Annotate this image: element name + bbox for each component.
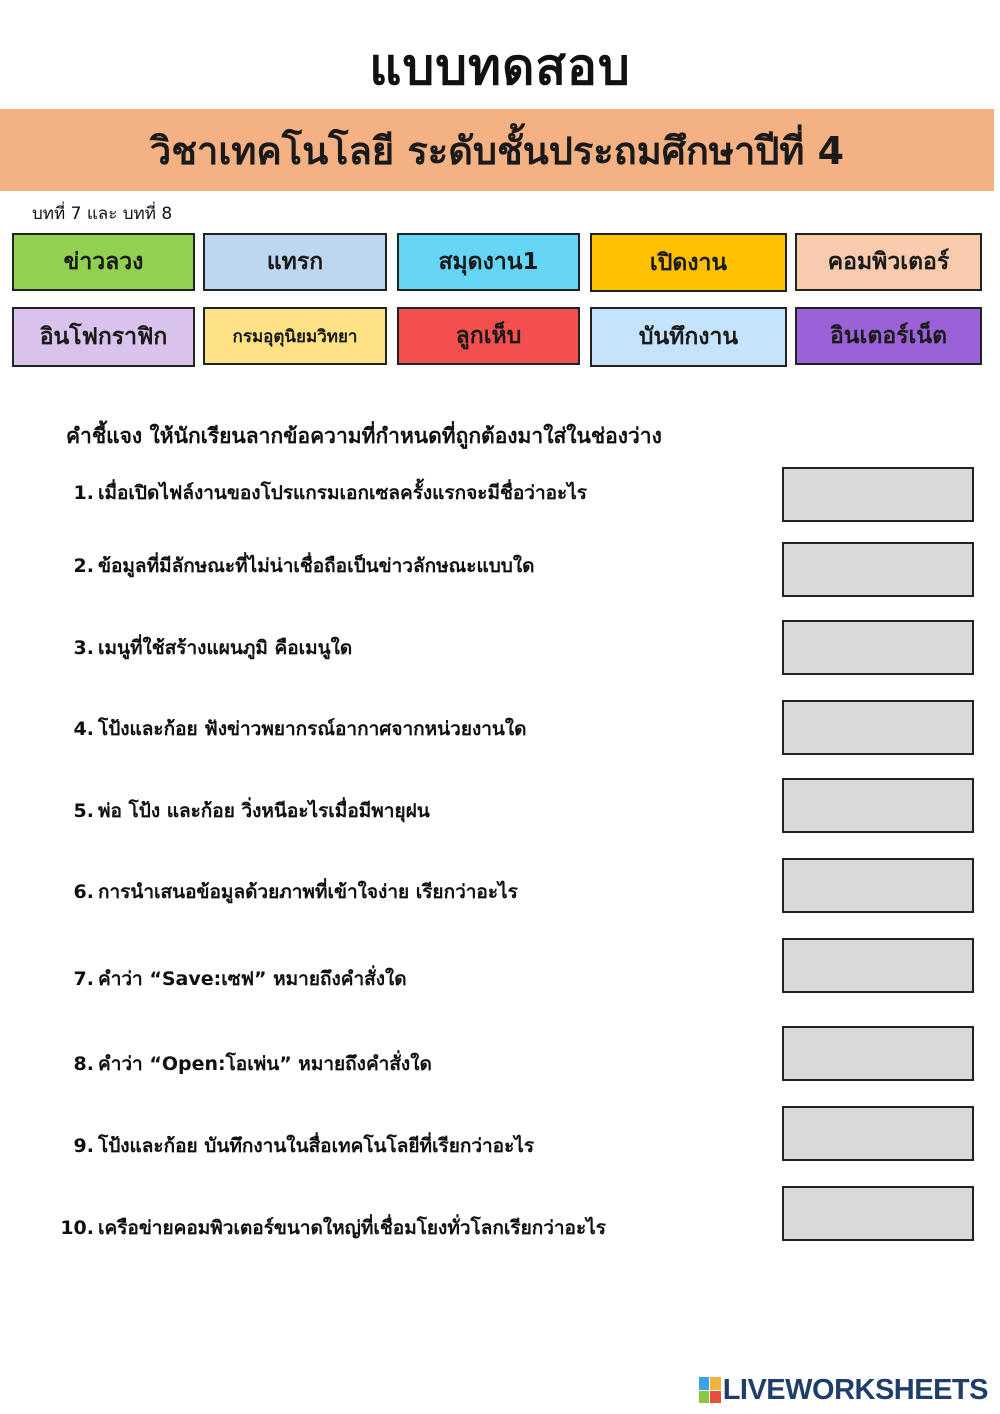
question-number: 9.	[73, 1135, 94, 1157]
answer-drop-box[interactable]	[782, 1186, 974, 1241]
word-chip-label: อินโฟกราฟิก	[39, 324, 168, 350]
word-chip[interactable]	[12, 233, 195, 291]
question-row	[60, 714, 527, 744]
word-chip-label: คอมพิวเตอร์	[827, 249, 950, 275]
question-text: เครือข่ายคอมพิวเตอร์ขนาดใหญ่ที่เชื่อมโยงทั่วโลกเรียกว่าอะไร	[98, 1217, 606, 1239]
word-chip-label: ลูกเห็บ	[455, 323, 522, 349]
word-chip-label: กรมอุตุนิยมวิทยา	[232, 326, 358, 347]
answer-drop-box[interactable]	[782, 1026, 974, 1081]
answer-drop-box[interactable]	[782, 778, 974, 833]
word-chip[interactable]	[203, 233, 387, 291]
word-chip[interactable]	[397, 307, 580, 365]
question-number: 4.	[73, 718, 94, 740]
question-number: 8.	[73, 1053, 94, 1075]
question-row	[60, 877, 518, 907]
question-row	[60, 1131, 534, 1161]
question-row	[60, 478, 587, 508]
word-chip-label: ข่าวลวง	[63, 249, 144, 275]
answer-drop-box[interactable]	[782, 620, 974, 675]
question-row	[60, 551, 534, 581]
question-number: 2.	[73, 555, 94, 577]
answer-drop-box[interactable]	[782, 938, 974, 993]
word-chip[interactable]	[203, 307, 387, 365]
question-text: เมื่อเปิดไฟล์งานของโปรแกรมเอกเซลครั้งแรกจะมีชื่อว่าอะไร	[98, 482, 588, 504]
question-text: การนำเสนอข้อมูลด้วยภาพที่เข้าใจง่าย เรียกว่าอะไร	[98, 881, 518, 903]
question-text: โป้งและก้อย บันทึกงานในสื่อเทคโนโลยีที่เรียกว่าอะไร	[98, 1135, 535, 1157]
question-text: คำว่า “Open:โอเพ่น” หมายถึงคำสั่งใด	[98, 1053, 432, 1075]
question-number: 3.	[73, 637, 94, 659]
question-row	[60, 633, 352, 663]
question-row	[60, 1049, 432, 1079]
word-chip-label: สมุดงาน1	[438, 249, 539, 275]
liveworksheets-logo-icon	[699, 1377, 721, 1403]
worksheet-title: แบบทดสอบ	[369, 38, 631, 96]
word-chip[interactable]	[12, 307, 195, 367]
chapter-label: บทที่ 7 และ บทที่ 8	[32, 204, 173, 224]
question-text: พ่อ โป้ง และก้อย วิ่งหนีอะไรเมื่อมีพายุฝน	[98, 800, 430, 822]
question-row	[60, 964, 407, 994]
liveworksheets-logo	[699, 1374, 988, 1406]
word-chip[interactable]	[590, 233, 787, 292]
answer-drop-box[interactable]	[782, 858, 974, 913]
question-number: 1.	[73, 482, 94, 504]
word-chip-label: อินเตอร์เน็ต	[829, 323, 948, 349]
question-row	[60, 796, 430, 826]
subject-banner	[0, 109, 994, 191]
question-number: 7.	[73, 968, 94, 990]
instruction-text: คำชี้แจง ให้นักเรียนลากข้อความที่กำหนดที่ถูกต้องมาใส่ในช่องว่าง	[66, 424, 662, 448]
question-text: เมนูที่ใช้สร้างแผนภูมิ คือเมนูใด	[98, 637, 353, 659]
answer-drop-box[interactable]	[782, 467, 974, 522]
question-number: 5.	[73, 800, 94, 822]
question-number: 10.	[60, 1217, 94, 1239]
liveworksheets-logo-text: LIVEWORKSHEETS	[722, 1373, 988, 1406]
question-text: คำว่า “Save:เซฟ” หมายถึงคำสั่งใด	[98, 968, 407, 990]
answer-drop-box[interactable]	[782, 1106, 974, 1161]
answer-drop-box[interactable]	[782, 542, 974, 597]
word-chip[interactable]	[795, 233, 982, 291]
subject-banner-text: วิชาเทคโนโลยี ระดับชั้นประถมศึกษาปีที่ 4	[149, 128, 845, 173]
question-text: โป้งและก้อย ฟังข่าวพยากรณ์อากาศจากหน่วยงานใด	[98, 718, 527, 740]
word-chip-label: เปิดงาน	[649, 249, 728, 276]
word-chip[interactable]	[397, 233, 580, 291]
word-chip-label: แทรก	[266, 249, 324, 275]
word-chip[interactable]	[795, 307, 982, 365]
word-chip[interactable]	[590, 307, 787, 367]
word-chip-label: บันทึกงาน	[638, 324, 739, 350]
question-number: 6.	[73, 881, 94, 903]
question-text: ข้อมูลที่มีลักษณะที่ไม่น่าเชื่อถือเป็นข่าวลักษณะแบบใด	[98, 555, 535, 577]
question-row	[60, 1213, 606, 1243]
answer-drop-box[interactable]	[782, 700, 974, 755]
